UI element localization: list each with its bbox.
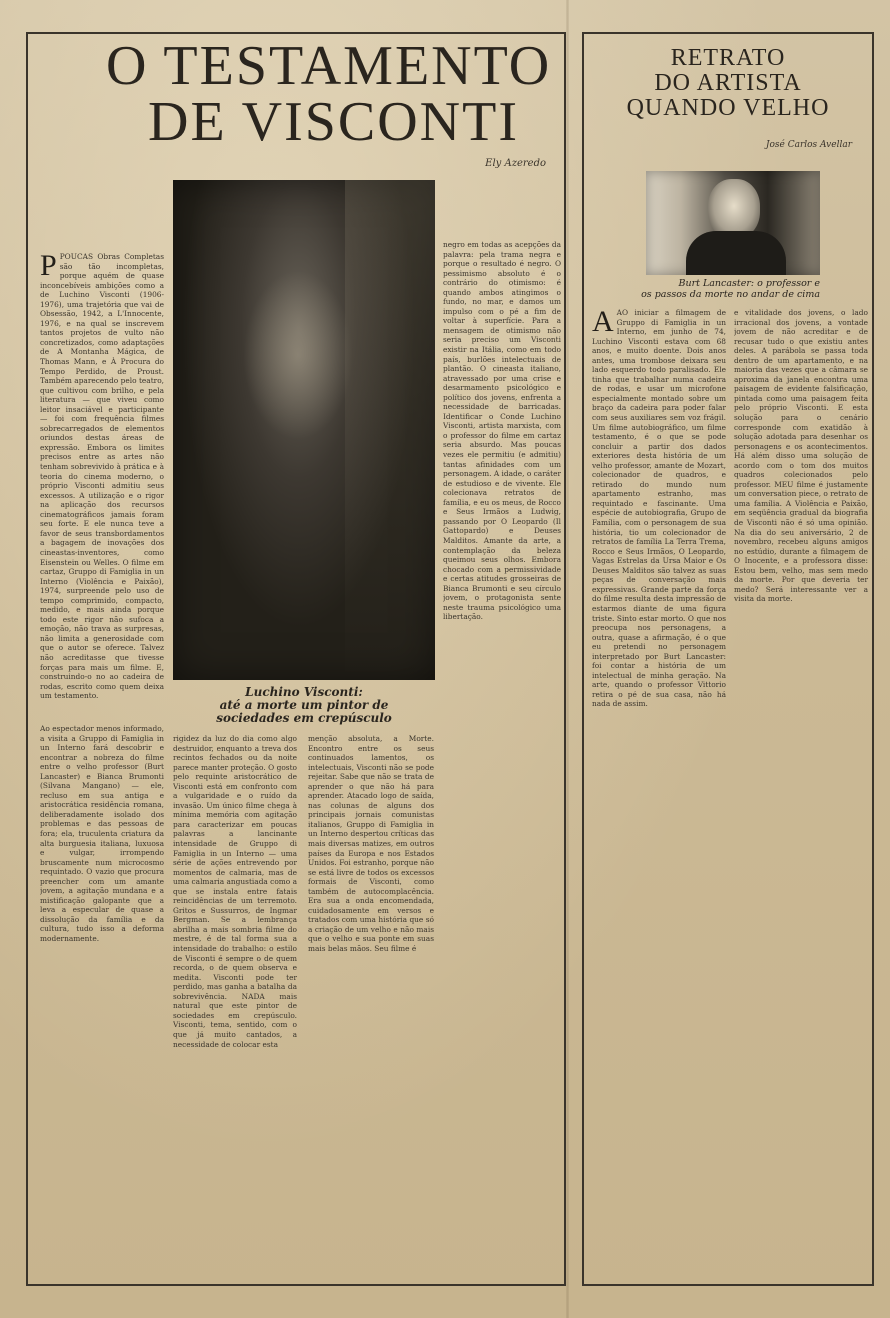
column-text: negro em todas as acepções da palavra: pela trama negra e porque o resultado é negro. O pessimismo absoluto é o contrário do otimismo: é quando ambos atingimos o fundo, no mar, e damos um impulso com o pé a fim de voltar à superfície. Para a mensagem de otimismo não seria preciso um Visconti existir na Itália, como em todo país, burlões intelectuais de plantão. O cineasta italiano, atravessado por uma crise e desarmamento psicológico e político dos jovens, enfrenta a necessidade de barricadas. Identificar o Conde Luchino Visconti, artista marxista, com o professor do filme em cartaz seria absurdo. Mas poucas vezes ele permitiu (e admitiu) tantas afinidades com um personagem. A idade, o caráter de estudioso e de vivente. Ele colecionava retratos de família, e eu os meus, de Rocco e Seus Irmãos a Ludwig, passando por O Leopardo (Il Gattopardo) e Deuses Malditos. Amante da arte, a contemplação da beleza queimou seus olhos. Embora chocado com a permissividade e certas atitudes grosseiras de Bianca Brumonti e seu círculo jovem, o protagonista sente neste trauma psicológico uma libertação. (443, 240, 561, 622)
drop-cap: P (40, 252, 57, 282)
column-1 (592, 308, 726, 1274)
column-text: e vitalidade dos jovens, o lado irracional dos jovens, a vontade jovem de não acreditar e de recusar tudo o que existiu antes deles. A parábola se passa toda dentro de um apartamento, e na maioria das vezes que a câmara se aproxima da janela encontra uma paisagem de evidente falsificação, pintada como uma paisagem feita pelo próprio Visconti. E esta solução para o cenário corresponde com exatidão à solução adotada para desenhar os personagens e os acontecimentos. Há além disso uma solução de acordo com o tom dos muitos quadros colecionados pelo professor. MEU filme é justamente um conversation piece, o retrato de uma família. A Violência e Paixão, em seqüência gradual da biografia de Visconti não é só uma opinião. Na dia do seu aniversário, 2 de novembro, recebeu alguns amigos no estúdio, durante a filmagem de O Inocente, e a professora disse: Estou bem, velho, mas sem medo da morte. Por que deveria ter medo? Será interessante ver a visita da morte. (734, 308, 868, 604)
visconti-article (26, 32, 566, 1286)
column-2 (173, 734, 297, 1274)
headline-line-1: O TESTAMENTO (106, 35, 552, 97)
photo-background (345, 180, 435, 680)
caption-line-2: até a morte um pintor de (219, 698, 389, 712)
page-fold (566, 0, 569, 1318)
column-4 (308, 734, 434, 1274)
caption-line-2: os passos da morte no andar de cima (641, 289, 820, 300)
article-byline: José Carlos Avellar (765, 140, 852, 150)
article-headline (584, 46, 872, 121)
headline-line-2: DO ARTISTA (654, 70, 802, 96)
artist-portrait-article (582, 32, 874, 1286)
column-3 (443, 240, 561, 1274)
photo-caption (173, 686, 435, 725)
photo-face-highlight (243, 270, 353, 440)
article-headline (28, 35, 564, 153)
photo-face (708, 179, 760, 239)
headline-line-3: QUANDO VELHO (626, 95, 830, 121)
column-text: AO iniciar a filmagem de Gruppo di Famiglia in un Interno, em junho de 74, Luchino Visconti estava com 68 anos, e muito doente. Dois anos antes, uma trombose deixara seu lado esquerdo todo paralisado. Ele tinha que trabalhar numa cadeira de rodas, e usar um microfone especialmente montado sobre um braço da cadeira para poder falar com seus auxiliares sem voz frágil. Um filme autobiográfico, um filme testamento, é o que se pode concluir a partir dos dados exteriores desta história de um velho professor, amante de Mozart, colecionador de quadros, e retirado do mundo num apartamento estranho, mas requintado e fascinante. Uma espécie de autobiografia, Grupo de Família, com o personagem de sua história, tio um colecionador de retratos de família La Terra Trema, Rocco e Seus Irmãos, O Leopardo, Vagas Estrelas da Ursa Maior e Os Deuses Malditos são talvez as suas peças de conversação mais expressivas. Grande parte da força do filme resulta desta impressão de estarmos diante de uma figura triste. Sinto estar morto. O que nos preocupa nos personagens, a outra, quase a afirmação, é o que eu pretendi no personagem interpretado por Burt Lancaster: foi contar a história de um intelectual de minha geração. Na arte, quando o professor Vittorio retira o pé de sua casa, não há nada de assim. (592, 308, 726, 709)
lancaster-photo (646, 171, 820, 275)
caption-line-3: sociedades em crepúsculo (216, 711, 392, 725)
column-2 (734, 308, 868, 1274)
caption-line-1: Luchino Visconti: (245, 685, 363, 699)
photo-caption (624, 278, 820, 300)
headline-line-1: RETRATO (670, 45, 786, 71)
column-text: menção absoluta, a Morte. Encontro entre os seus continuados lamentos, os intelectuais, Visconti não se pode rejeitar. Sabe que não se trata de aprender o que não há para aprender. Atacado logo de saída, nas colunas de alguns dos principais jornais comunistas italianos, Gruppo di Famiglia in un Interno despertou críticas das mais diversas matizes, em outros países da Europa e nos Estados Unidos. Foi estranho, porque não se está livre de todos os excessos formais de Visconti, como também de autocomplacência. Era sua a onda encomendada, cuidadosamente em versos e tratados com uma história que só a criação de um velho e não mais que o velho e sua ponte em suas mais belas mãos. Seu filme é (308, 734, 434, 954)
column-text: POUCAS Obras Completas são tão incompletas, porque aquém de quase inconcebíveis ambições como a de Luchino Visconti (1906-1976), uma trajetória que vai de Obsessão, 1942, a L'Innocente, 1976, e na qual se inscrevem tantos projetos de vulto não concretizados, como adaptações de A Montanha Mágica, de Thomas Mann, e À Procura do Tempo Perdido, de Proust. Também aparecendo pelo teatro, que cultivou com brilho, e pela literatura — que viveu como leitor insaciável e participante — foi com frequência filmes sobrecarregados de elementos oriundos destas áreas de expressão. Embora os limites precisos entre as artes não tenham sobrevivido à prática e à teoria do cinema moderno, o próprio Visconti admitiu seus excessos. A utilização e o rigor na aplicação dos recursos cinematográficos jamais foram seu forte. E ele nunca teve a favor de seus transbordamentos a bagagem de inovações dos cineastas-inventores, como Eisenstein ou Welles. O filme em cartaz, Gruppo di Famiglia in un Interno (Violência e Paixão), 1974, surpreende pelo uso de tempo comprimido, compacto, medido, e mais ainda porque todo este rigor não sufoca a emoção, não trava as surpresas, não limita a generosidade com que o autor se oferece. Talvez não acreditasse que tivesse forças para mais um filme. E, construindo-o no ao cadeira de rodas, escrito como quem deixa um testamento. (40, 252, 164, 701)
headline-line-2: DE VISCONTI (148, 91, 519, 153)
column-1-bottom (40, 724, 164, 1274)
column-text: rigidez da luz do dia como algo destruidor, enquanto a treva dos recintos fechados ou da noite parece manter proteção. O gosto pelo requinte aristocrático de Visconti está em confronto com a vulgaridade e o ruído da invasão. Um único filme chega à mínima memória com agitação para caracterizar em poucas palavras a lancinante intensidade de Gruppo di Famiglia in un Interno — uma série de ações entrevendo por momentos de calmaria, mas de uma calmaria angustiada como a que se instala entre fatais reincidências de um terremoto. Gritos e Sussurros, de Ingmar Bergman. Se a lembrança abrilha a mais sombria filme do mestre, é de tal forma sua a intensidade do trabalho: o estilo de Visconti é sempre o de quem recorda, o de quem observa e medita. Visconti pode ter perdido, mas ganha a batalha da sobrevivência. NADA mais natural que este pintor de sociedades em crepúsculo. Visconti, tema, sentido, com o que já muito cantados, a necessidade de colocar esta (173, 734, 297, 1049)
article-byline: Ely Azeredo (485, 158, 546, 169)
column-1-top (40, 252, 164, 712)
drop-cap: A (592, 308, 614, 338)
photo-suit (686, 231, 786, 275)
visconti-photo (173, 180, 435, 680)
column-text: Ao espectador menos informado, a visita a Gruppo di Famiglia in un Interno fará descobrir e encontrar a nobreza do filme entre o velho professor (Burt Lancaster) e Bianca Brumonti (Silvana Mangano) — ele, recluso em sua antiga e aristocrática residência romana, deliberadamente isolado dos problemas e das pessoas de fora; ela, truculenta criatura da alta burguesia italiana, luxuosa e vulgar, irrompendo bruscamente num microcosmo requintado. O vazio que procura preencher com um amante jovem, a agitação mundana e a mistificação galopante que a leva a especular de quase a dissolução da família e da cultura, tudo isso a deforma modernamente. (40, 724, 164, 944)
caption-line-1: Burt Lancaster: o professor e (678, 278, 820, 289)
